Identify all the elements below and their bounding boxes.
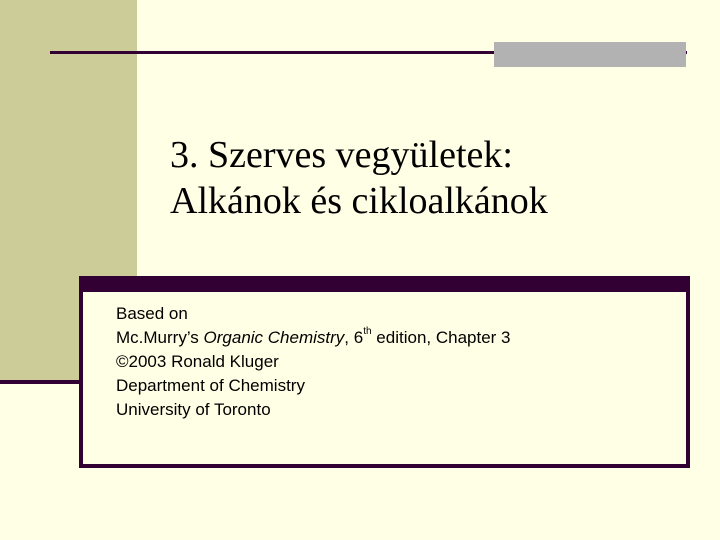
edition-chapter: edition, Chapter 3: [376, 328, 511, 347]
slide-title: [170, 132, 690, 224]
slide-title-line-2: Alkánok és cikloalkánok: [170, 180, 548, 222]
book-reference-line: Mc.Murry’s Organic Chemistry, 6th edition, Chapter 3: [116, 326, 511, 347]
slide-title-line-1: 3. Szerves vegyületek:: [170, 134, 513, 176]
top-gray-accent-block: [494, 42, 686, 67]
left-horizontal-rule: [0, 380, 82, 384]
edition-number: 6: [353, 328, 364, 347]
book-author: Mc.Murry’s: [116, 328, 199, 347]
university-line: University of Toronto: [116, 400, 271, 419]
copyright-line: ©2003 Ronald Kluger: [116, 352, 279, 371]
attribution-block: [116, 302, 511, 422]
edition-ordinal: th: [363, 326, 372, 338]
based-on-label: Based on: [116, 304, 188, 323]
department-line: Department of Chemistry: [116, 376, 305, 395]
book-title: Organic Chemistry: [203, 328, 345, 347]
